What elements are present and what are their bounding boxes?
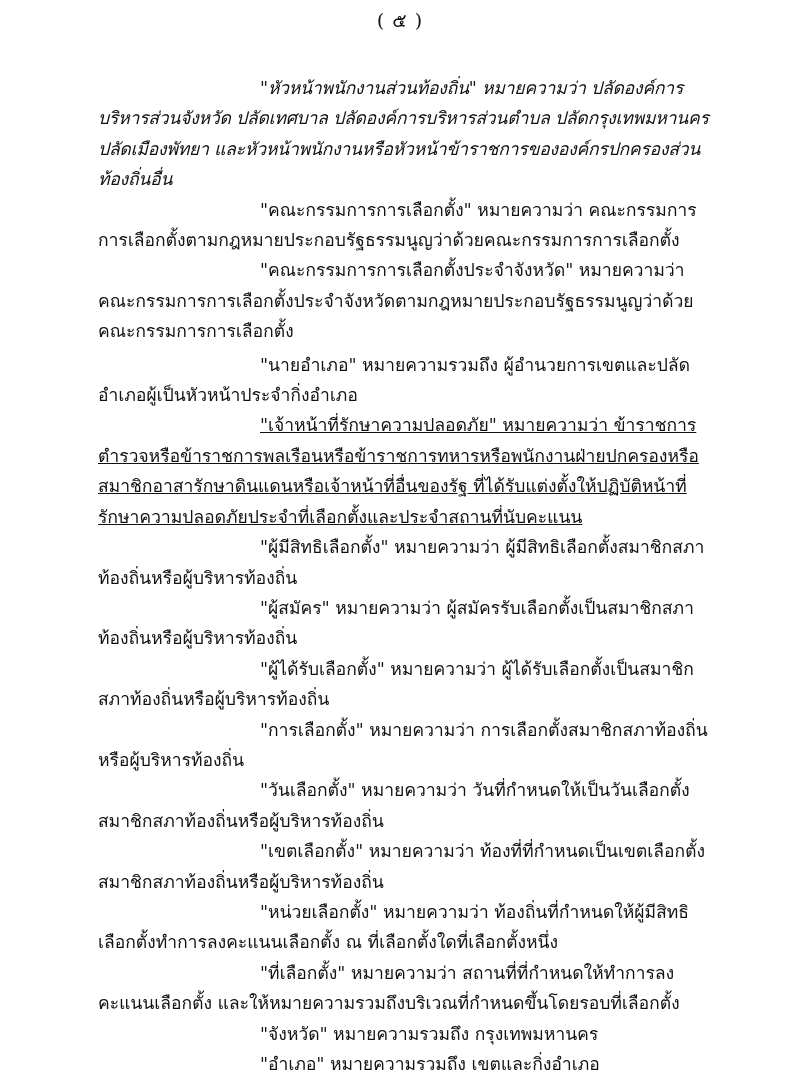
definition-constituency: "เขตเลือกตั้ง" หมายความว่า ท้องที่ที่กำหนดเป็นเขตเลือกตั้งสมาชิกสภาท้องถิ่นหรือผู้บริหารท้องถิ่น: [98, 842, 705, 893]
definition-election: "การเลือกตั้ง" หมายความว่า การเลือกตั้งสมาชิกสภาท้องถิ่นหรือผู้บริหารท้องถิ่น: [98, 720, 708, 771]
definition-district-chief: "นายอำเภอ" หมายความรวมถึง ผู้อำนวยการเขตและปลัดอำเภอผู้เป็นหัวหน้าประจำกิ่งอำเภอ: [98, 355, 690, 407]
definition-province: "จังหวัด" หมายความรวมถึง กรุงเทพมหานคร: [260, 1024, 599, 1045]
definition-election-commission: "คณะกรรมการการเลือกตั้ง" หมายความว่า คณะกรรมการการเลือกตั้งตามกฎหมายประกอบรัฐธรรมนูญว่าด้วยคณะกรรมการการเลือกตั้ง: [98, 200, 697, 252]
definition-district: "อำเภอ" หมายความรวมถึง เขตและกิ่งอำเภอ: [260, 1055, 600, 1075]
definition-eligible-voter: "ผู้มีสิทธิเลือกตั้ง" หมายความว่า ผู้มีสิทธิเลือกตั้งสมาชิกสภาท้องถิ่นหรือผู้บริหารท้องถิ่น: [98, 538, 705, 589]
page-number: ( ๕ ): [376, 10, 424, 32]
definition-polling-unit: "หน่วยเลือกตั้ง" หมายความว่า ท้องถิ่นที่กำหนดให้ผู้มีสิทธิเลือกตั้งทำการลงคะแนนเลือกตั้ง ณ ที่เลือกตั้งใดที่เลือกตั้งหนึ่ง: [98, 902, 689, 954]
definition-candidate: "ผู้สมัคร" หมายความว่า ผู้สมัครรับเลือกตั้งเป็นสมาชิกสภาท้องถิ่นหรือผู้บริหารท้องถิ่น: [98, 598, 694, 650]
definition-polling-station: "ที่เลือกตั้ง" หมายความว่า สถานที่ที่กำหนดให้ทำการลงคะแนนเลือกตั้ง และให้หมายความรวมถึงบริเวณที่กำหนดขึ้นโดยรอบที่เลือกตั้ง: [98, 963, 680, 1015]
document-body: [98, 74, 710, 1080]
definition-election-day: "วันเลือกตั้ง" หมายความว่า วันที่กำหนดให้เป็นวันเลือกตั้งสมาชิกสภาท้องถิ่นหรือผู้บริหารท้องถิ่น: [98, 781, 690, 832]
definition-local-staff-head: "หัวหน้าพนักงานส่วนท้องถิ่น" หมายความว่า ปลัดองค์การบริหารส่วนจังหวัด ปลัดเทศบาล ปลัดองค์การบริหารส่วนตำบล ปลัดกรุงเทพมหานคร ปลัดเมืองพัทยา และหัวหน้าพนักงานหรือหัวหน้าข้าราชการขององค์กรปกครองส่วนท้องถิ่นอื่น: [98, 79, 709, 191]
definition-elected-person: "ผู้ได้รับเลือกตั้ง" หมายความว่า ผู้ได้รับเลือกตั้งเป็นสมาชิกสภาท้องถิ่นหรือผู้บริหารท้องถิ่น: [98, 659, 694, 711]
definition-security-officer: "เจ้าหน้าที่รักษาความปลอดภัย" หมายความว่า ข้าราชการตำรวจหรือข้าราชการพลเรือนหรือข้าราชการทหารหรือพนักงานฝ่ายปกครองหรือสมาชิกอาสารักษาดินแดนหรือเจ้าหน้าที่อื่นของรัฐ ที่ได้รับแต่งตั้งให้ปฏิบัติหน้าที่รักษาความปลอดภัยประจำที่เลือกตั้งและประจำสถานที่นับคะแนน: [98, 416, 699, 528]
definition-provincial-election-commission: "คณะกรรมการการเลือกตั้งประจำจังหวัด" หมายความว่า คณะกรรมการการเลือกตั้งประจำจังหวัดตามกฎหมายประกอบรัฐธรรมนูญว่าด้วยคณะกรรมการการเลือกตั้ง: [98, 261, 694, 343]
